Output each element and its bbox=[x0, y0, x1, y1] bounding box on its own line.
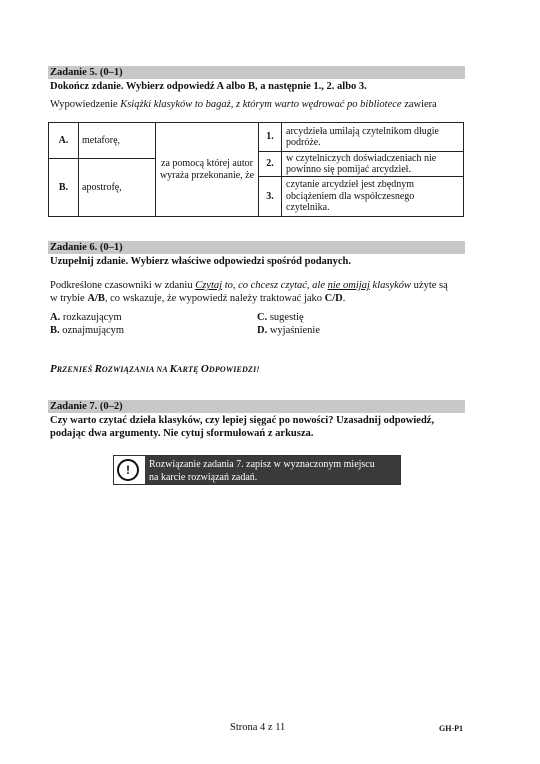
choice-a: A. rozkazującym bbox=[50, 312, 122, 323]
option-1-text: arcydzieła umilają czytelnikom długie podróże. bbox=[282, 123, 464, 152]
option-a-label: A. bbox=[49, 123, 79, 159]
exam-code: GH-P1 bbox=[439, 724, 463, 733]
task6-sentence: Podkreślone czasowniki w zdaniu Czytaj to, co chcesz czytać, ale nie omijaj klasyków użyte są w trybie A/B, co wskazuje, że wypowiedź należy traktować jako C/D. bbox=[50, 280, 448, 304]
option-2-label: 2. bbox=[259, 152, 282, 177]
choice-c: C. sugestię bbox=[257, 312, 304, 323]
option-3-label: 3. bbox=[259, 177, 282, 217]
middle-text: za pomocą której autor wyraża przekonanie, że bbox=[156, 123, 259, 217]
option-a-text: metaforę, bbox=[79, 123, 156, 159]
transfer-answers-note: PRZENIEŚ ROZWIĄZANIA NA KARTĘ ODPOWIEDZI! bbox=[50, 363, 260, 375]
answer-sheet-note bbox=[113, 455, 401, 485]
underlined-verb-nie-omijaj: nie omijaj bbox=[327, 280, 370, 291]
task6-instruction: Uzupełnij zdanie. Wybierz właściwe odpowiedzi spośród podanych. bbox=[50, 256, 352, 267]
task5-quote: Książki klasyków to bagaż, z którym warto wędrować po bibliotece bbox=[120, 99, 402, 110]
task6-header: Zadanie 6. (0–1) bbox=[48, 241, 465, 254]
task7-header: Zadanie 7. (0–2) bbox=[48, 400, 465, 413]
choice-d: D. wyjaśnienie bbox=[257, 325, 320, 336]
option-1-label: 1. bbox=[259, 123, 282, 152]
exclamation-icon: ! bbox=[117, 459, 139, 481]
task5-intro: Wypowiedzenie Książki klasyków to bagaż, z którym warto wędrować po bibliotece zawiera bbox=[50, 99, 437, 110]
note-message: Rozwiązanie zadania 7. zapisz w wyznaczonym miejscu na karcie rozwiązań zadań. bbox=[145, 456, 400, 484]
underlined-verb-czytaj: Czytaj bbox=[195, 280, 223, 291]
option-b-text: apostrofę, bbox=[79, 159, 156, 217]
choice-b: B. oznajmującym bbox=[50, 325, 125, 336]
task7-instruction: Czy warto czytać dzieła klasyków, czy lepiej sięgać po nowości? Uzasadnij odpowiedź, podając dwa argumenty. Nie cytuj sformułowań z arkusza. bbox=[50, 415, 435, 439]
task5-answer-table bbox=[48, 122, 464, 217]
task5-instruction: Dokończ zdanie. Wybierz odpowiedź A albo B, a następnie 1., 2. albo 3. bbox=[50, 81, 367, 92]
option-2-text: w czytelniczych doświadczeniach nie powinno się pomijać arcydzieł. bbox=[282, 152, 464, 177]
option-3-text: czytanie arcydzieł jest zbędnym obciążeniem dla współczesnego czytelnika. bbox=[282, 177, 464, 217]
page-number: Strona 4 z 11 bbox=[230, 722, 286, 733]
option-b-label: B. bbox=[49, 159, 79, 217]
task5-header: Zadanie 5. (0–1) bbox=[48, 66, 465, 79]
